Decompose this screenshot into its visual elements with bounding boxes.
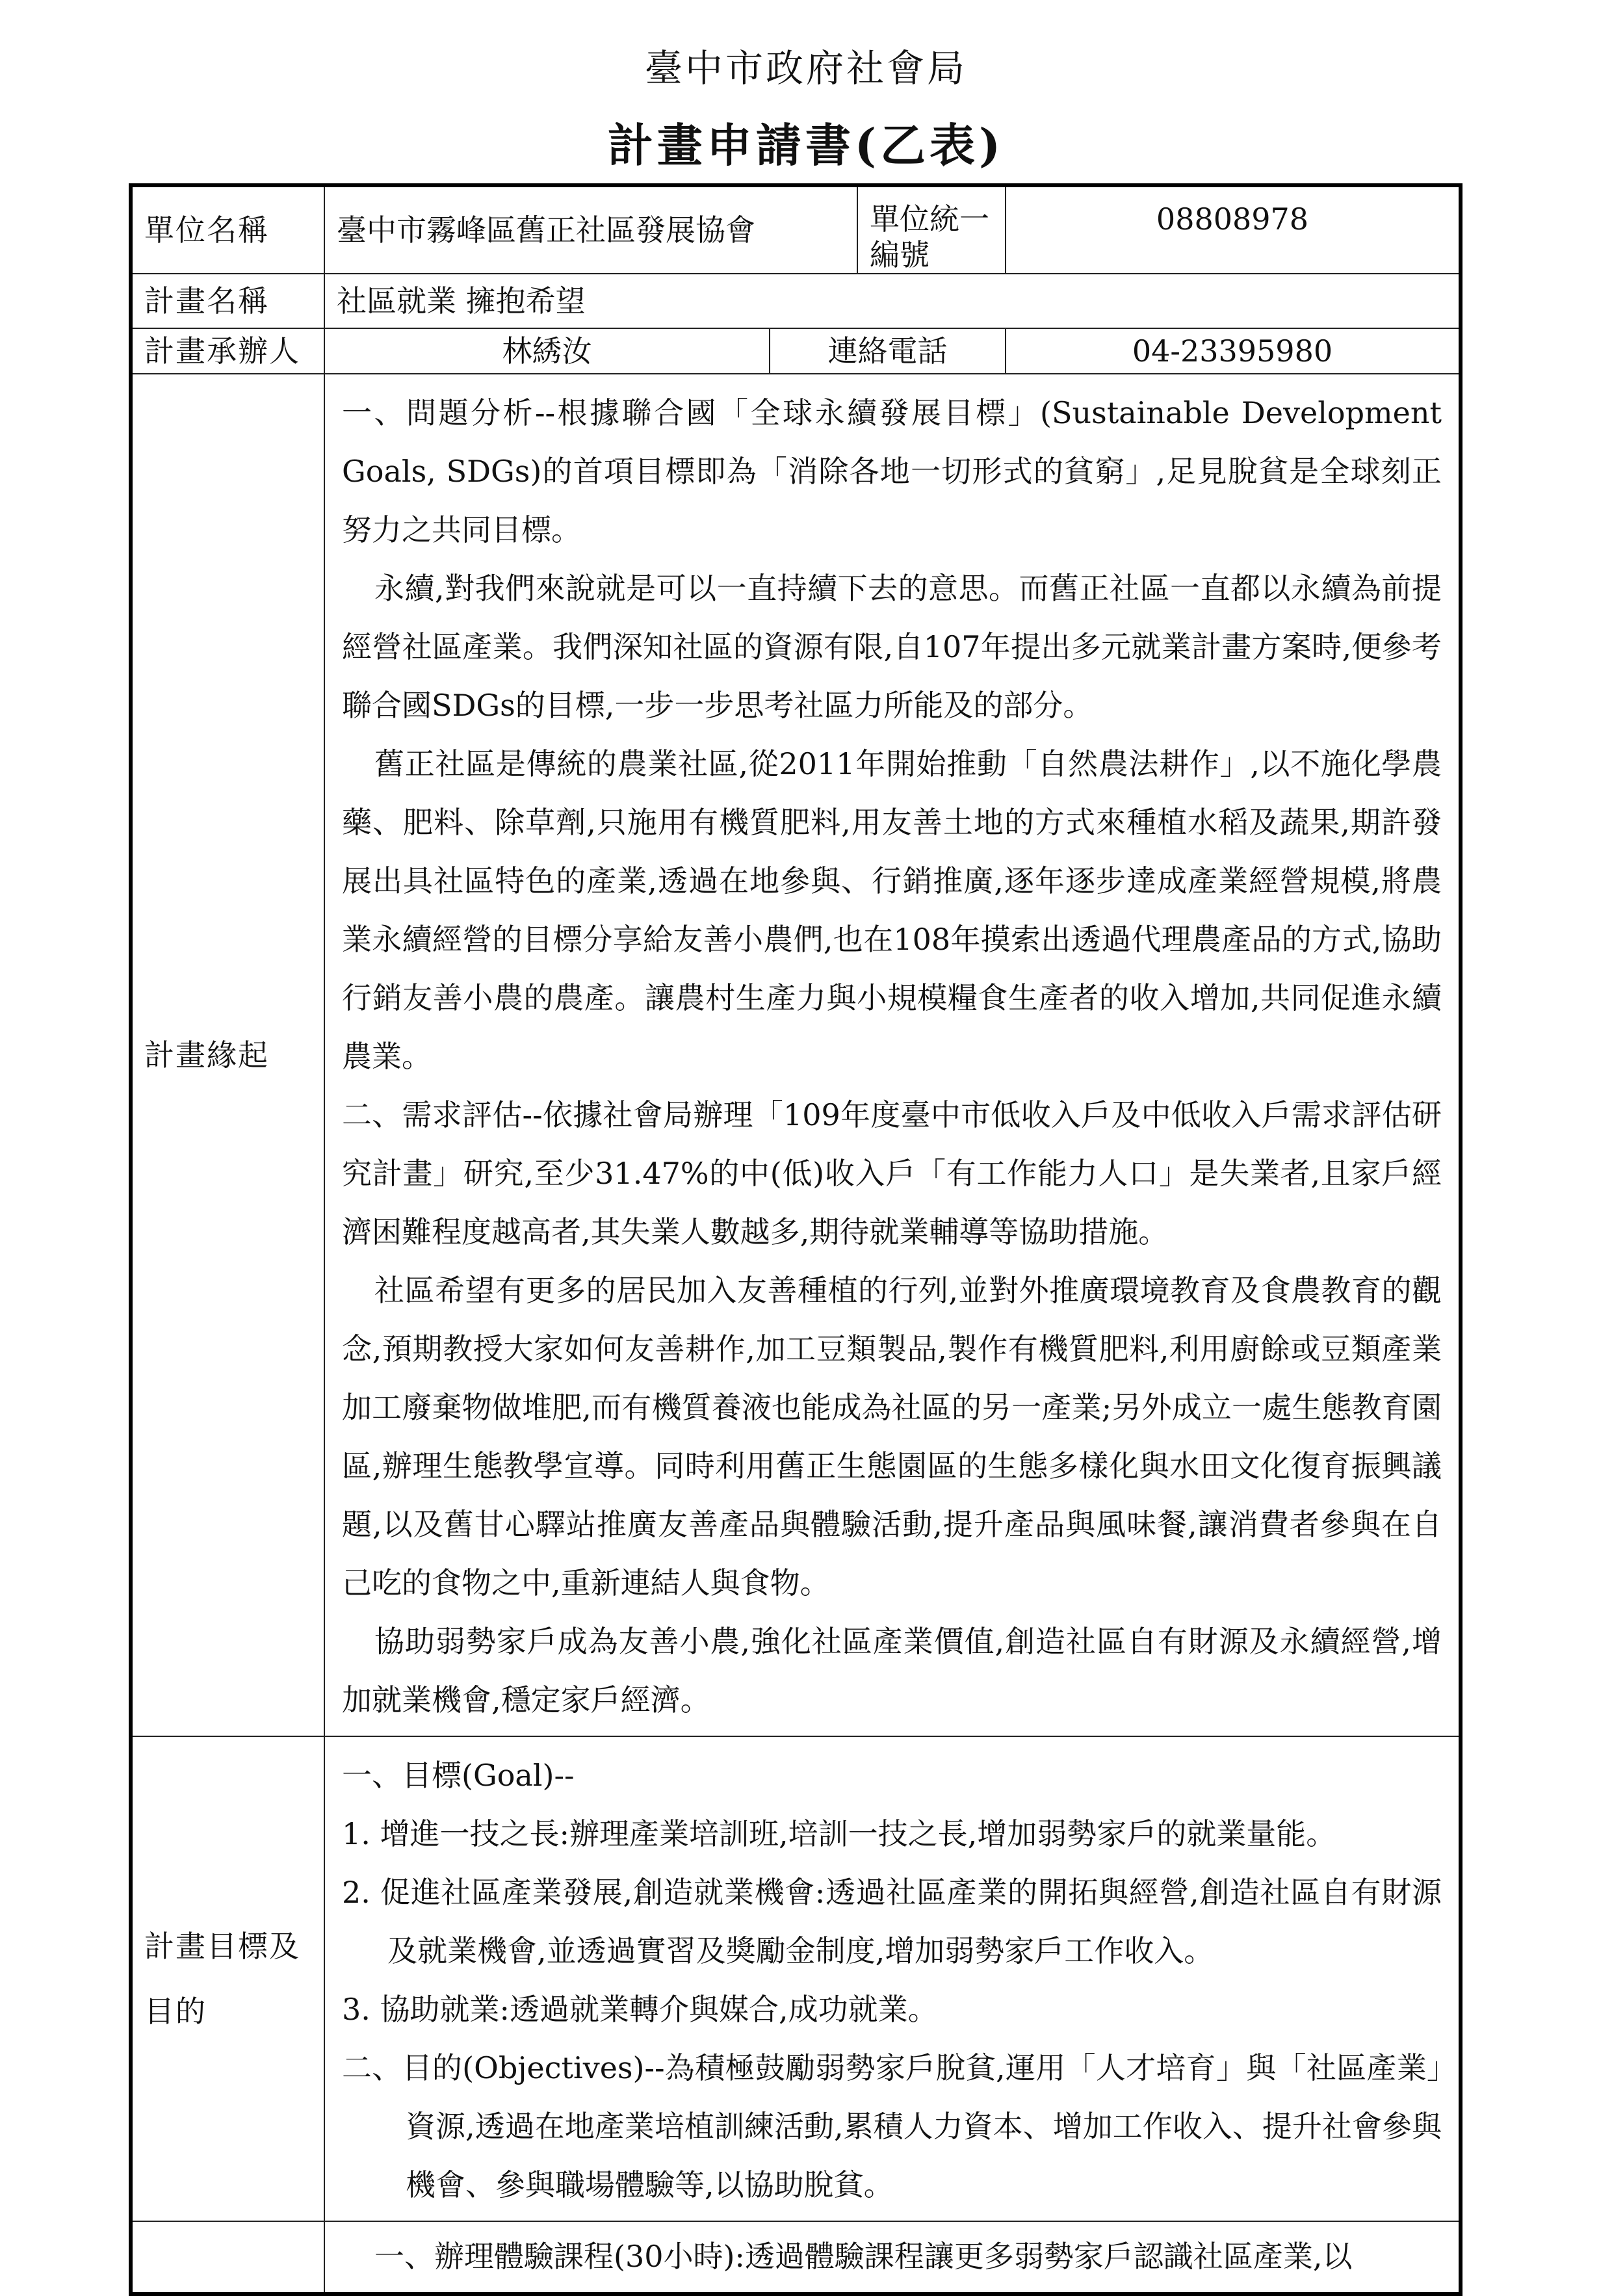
objective-text: 二、目的(Objectives)--為積極鼓勵弱勢家戶脫貧,運用「人才培育」與「社區產業」資源,透過在地產業培植訓練活動,累積人力資本、增加工作收入、提升社會參與機會、參與職場體驗等,以協助脫貧。 xyxy=(342,2050,1442,2203)
origin-row xyxy=(131,374,1461,1736)
origin-paragraph-6: 協助弱勢家戶成為友善小農,強化社區產業價值,創造社區自有財源及永續經營,增加就業機會,穩定家戶經濟。 xyxy=(342,1624,1442,1718)
handler-value: 林綉汝 xyxy=(324,328,770,374)
unit-name-value: 臺中市霧峰區舊正社區發展協會 xyxy=(324,185,857,274)
goal-item-1: 1. 增進一技之長:辦理產業培訓班,培訓一技之長,增加弱勢家戶的就業量能。 xyxy=(342,1816,1336,1852)
unit-name-label: 單位名稱 xyxy=(131,185,324,274)
goal-heading: 一、目標(Goal)-- xyxy=(342,1758,575,1794)
phone-value: 04-23395980 xyxy=(1006,328,1461,374)
goals-row xyxy=(131,1736,1461,2221)
content-first-line: 一、辦理體驗課程(30小時):透過體驗課程讓更多弱勢家戶認識社區產業,以 xyxy=(374,2239,1353,2275)
plan-name-label: 計畫名稱 xyxy=(131,274,324,328)
plan-name-value: 社區就業 擁抱希望 xyxy=(324,274,1461,328)
plan-name-row xyxy=(131,274,1461,328)
origin-paragraph-2: 永續,對我們來說就是可以一直持續下去的意思。而舊正社區一直都以永續為前提經營社區產業。我們深知社區的資源有限,自107年提出多元就業計畫方案時,便參考聯合國SDGs的目標,一步一步思考社區力所能及的部分。 xyxy=(342,571,1442,724)
form-title: 計畫申請書(乙表) xyxy=(607,118,1005,172)
handler-label: 計畫承辦人 xyxy=(131,328,324,374)
goals-label-line1: 計畫目標及 xyxy=(144,1929,300,1964)
origin-content xyxy=(324,374,1461,1736)
goals-content xyxy=(324,1736,1461,2221)
unit-id-value: 08808978 xyxy=(1006,185,1461,274)
application-form-table xyxy=(129,183,1462,2296)
phone-label: 連絡電話 xyxy=(770,328,1006,374)
unit-id-label: 單位統一編號 xyxy=(857,185,1006,274)
goals-label-line2: 目的 xyxy=(144,1994,207,2029)
content-row xyxy=(131,2221,1461,2294)
goal-item-3: 3. 協助就業:透過就業轉介與媒合,成功就業。 xyxy=(342,1992,938,2028)
org-title: 臺中市政府社會局 xyxy=(644,46,967,90)
goals-label xyxy=(131,1736,324,2221)
origin-paragraph-3: 舊正社區是傳統的農業社區,從2011年開始推動「自然農法耕作」,以不施化學農藥、肥料、除草劑,只施用有機質肥料,用友善土地的方式來種植水稻及蔬果,期許發展出具社區特色的產業,透過在地參與、行銷推廣,逐年逐步達成產業經營規模,將農業永續經營的目標分享給友善小農們,也在108年摸索出透過代理農產品的方式,協助行銷友善小農的農產。讓農村生產力與小規模糧食生產者的收入增加,共同促進永續農業。 xyxy=(342,746,1442,1075)
origin-label: 計畫緣起 xyxy=(131,374,324,1736)
handler-row xyxy=(131,328,1461,374)
origin-paragraph-1: 一、問題分析--根據聯合國「全球永續發展目標」(Sustainable Development Goals, SDGs)的首項目標即為「消除各地一切形式的貧窮」,足見脫貧是全球刻正努力之共同目標。 xyxy=(342,395,1442,548)
content-label-empty xyxy=(131,2221,324,2294)
content-cell xyxy=(324,2221,1461,2294)
unit-row xyxy=(131,185,1461,274)
origin-paragraph-5: 社區希望有更多的居民加入友善種植的行列,並對外推廣環境教育及食農教育的觀念,預期教授大家如何友善耕作,加工豆類製品,製作有機質肥料,利用廚餘或豆類產業加工廢棄物做堆肥,而有機質養液也能成為社區的另一產業;另外成立一處生態教育園區,辦理生態教學宣導。同時利用舊正生態園區的生態多樣化與水田文化復育振興議題,以及舊甘心驛站推廣友善產品與體驗活動,提升產品與風味餐,讓消費者參與在自己吃的食物之中,重新連結人與食物。 xyxy=(342,1273,1442,1601)
goal-item-2: 2. 促進社區產業發展,創造就業機會:透過社區產業的開拓與經營,創造社區自有財源及就業機會,並透過實習及獎勵金制度,增加弱勢家戶工作收入。 xyxy=(342,1875,1442,1969)
origin-paragraph-4: 二、需求評估--依據社會局辦理「109年度臺中市低收入戶及中低收入戶需求評估研究計畫」研究,至少31.47%的中(低)收入戶「有工作能力人口」是失業者,且家戶經濟困難程度越高者,其失業人數越多,期待就業輔導等協助措施。 xyxy=(342,1097,1442,1250)
